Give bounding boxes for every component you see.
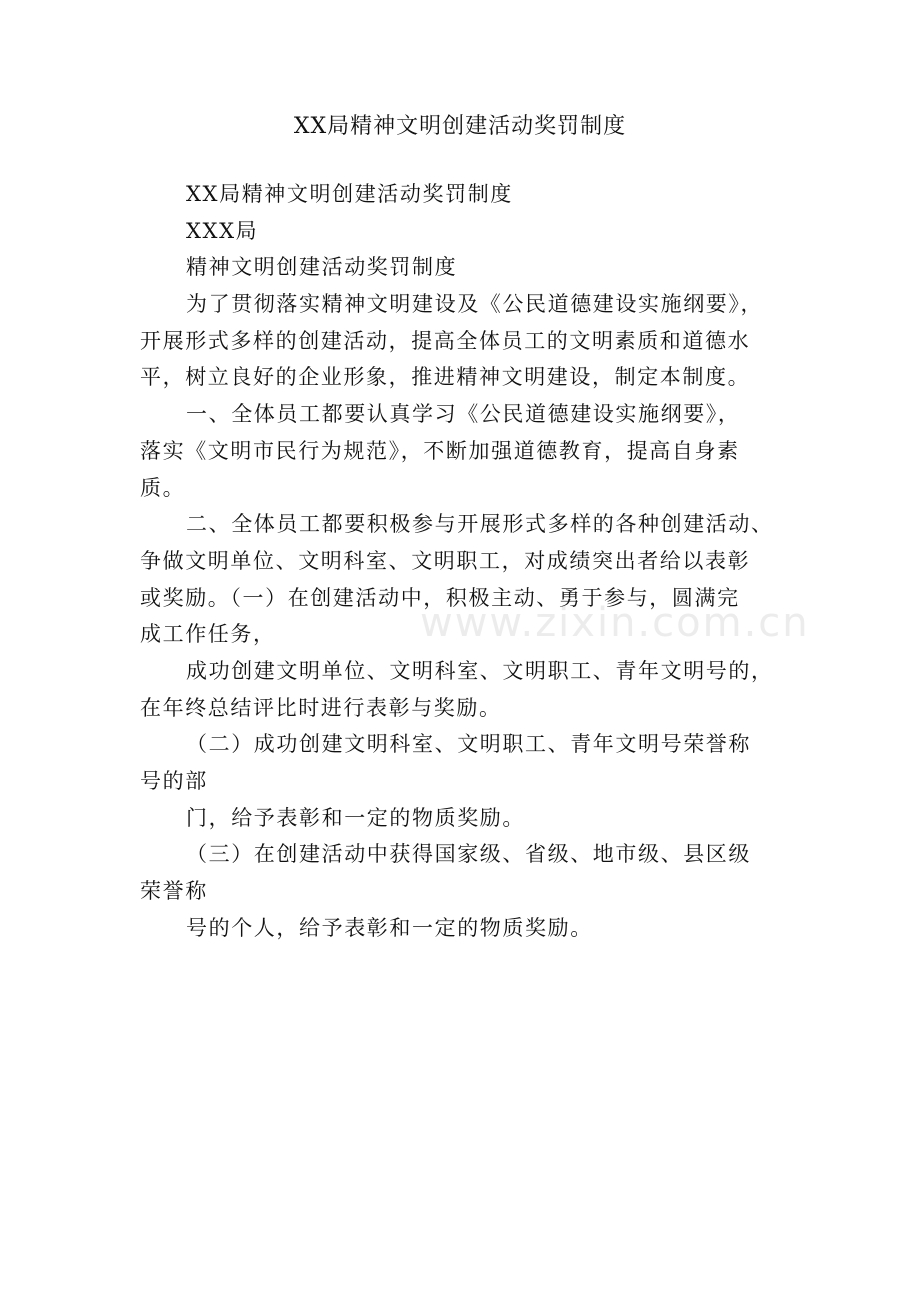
text-line: 争做文明单位、文明科室、文明职工，对成绩突出者给以表彰 (140, 548, 751, 573)
text-line: 荣誉称 (140, 879, 208, 904)
text-line: （三）在创建活动中获得国家级、省级、地市级、县区级 (186, 842, 751, 867)
text-line: 质。 (140, 475, 186, 500)
document-title: XX局精神文明创建活动奖罚制度 (293, 114, 627, 139)
text-line: 开展形式多样的创建活动，提高全体员工的文明素质和道德水 (140, 328, 751, 353)
text-line: 为了贯彻落实精神文明建设及《公民道德建设实施纲要》， (186, 292, 764, 317)
text-line: 二、全体员工都要积极参与开展形式多样的各种创建活动、 (186, 512, 774, 537)
text-line: 平，树立良好的企业形象，推进精神文明建设，制定本制度。 (140, 365, 751, 390)
text-line: XX局精神文明创建活动奖罚制度 (186, 182, 513, 206)
text-line: 一、全体员工都要认真学习《公民道德建设实施纲要》， (186, 402, 741, 427)
document-body (140, 176, 790, 946)
text-line: 号的个人，给予表彰和一定的物质奖励。 (186, 915, 593, 940)
text-line: （二）成功创建文明科室、文明职工、青年文明号荣誉称 (186, 732, 751, 757)
text-line: 或奖励。（一）在创建活动中，积极主动、勇于参与，圆满完 (140, 585, 740, 610)
text-line: 号的部 (140, 769, 208, 793)
text-line: 成功创建文明单位、文明科室、文明职工、青年文明号的， (186, 658, 774, 683)
watermark: www.zixin.com.cn (420, 600, 810, 646)
text-line: 门，给予表彰和一定的物质奖励。 (186, 805, 525, 830)
text-line: 在年终总结评比时进行表彰与奖励。 (140, 695, 502, 720)
text-line: 落实《文明市民行为规范》，不断加强道德教育，提高自身素 (140, 438, 740, 463)
text-line: 成工作任务， (140, 622, 276, 647)
text-line: XXX局 (186, 218, 259, 243)
text-line: 精神文明创建活动奖罚制度 (186, 255, 458, 280)
